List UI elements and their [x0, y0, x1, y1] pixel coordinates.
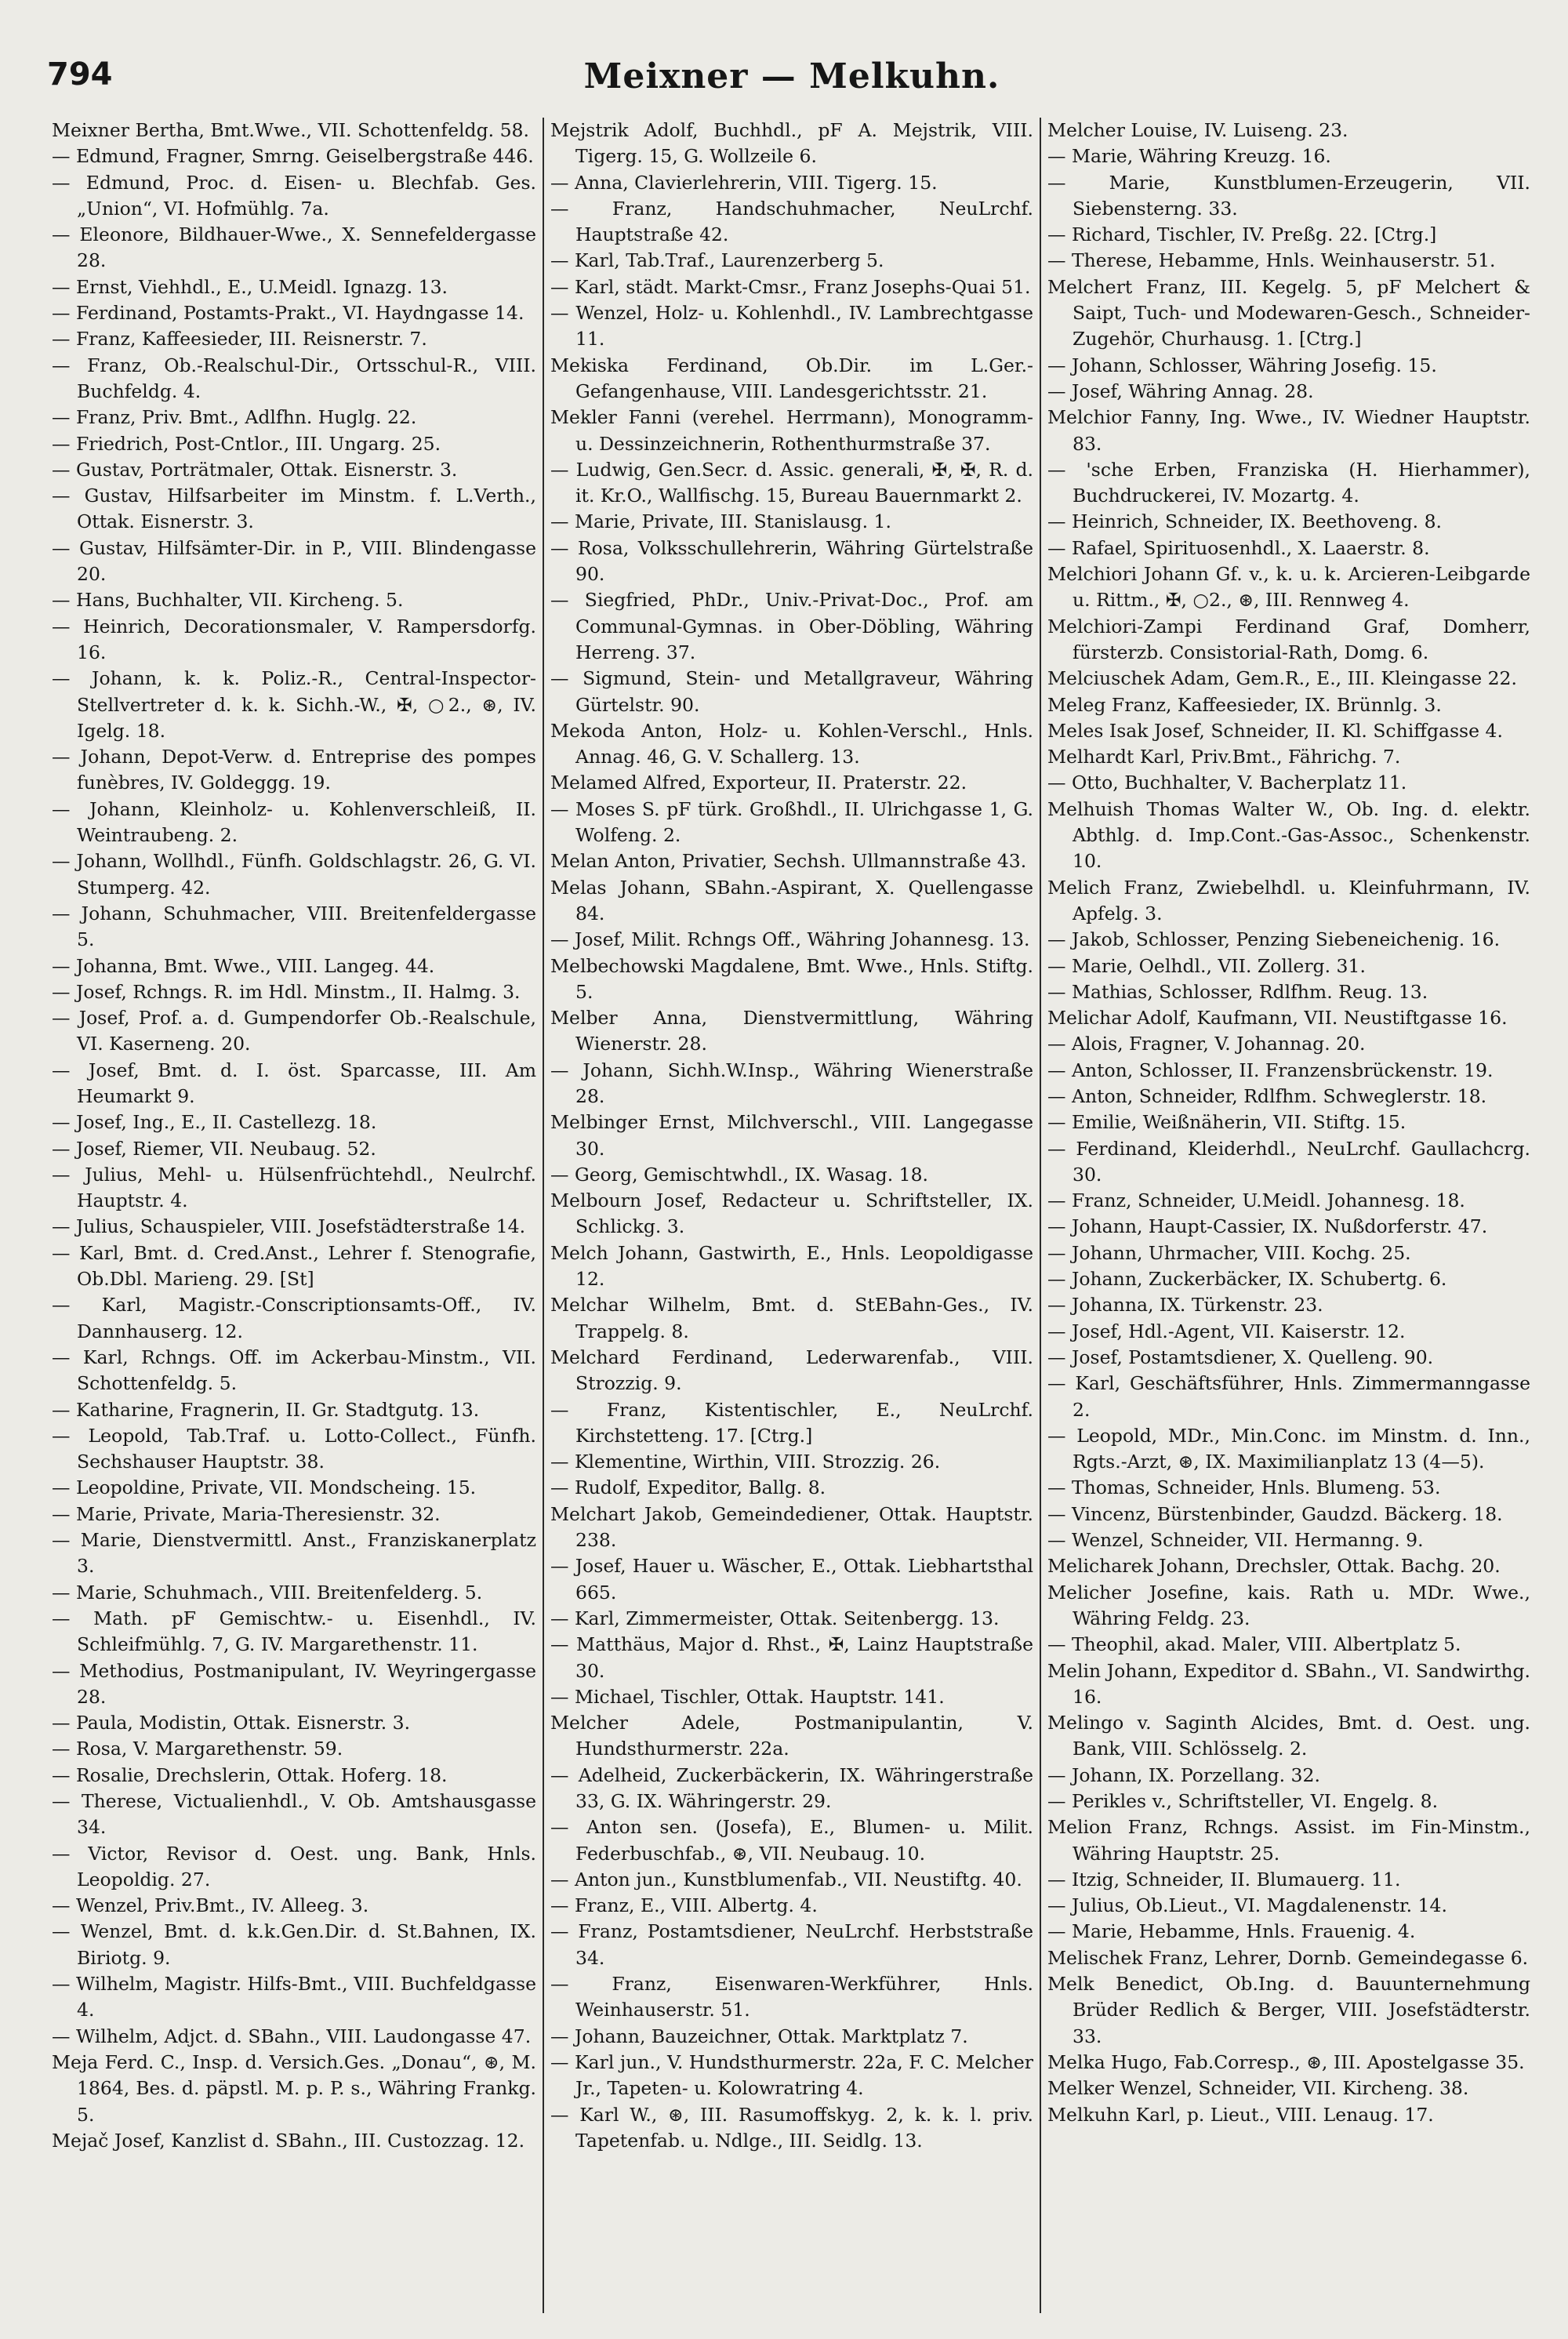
directory-entry: — Josef, Riemer, VII. Neubaug. 52. — [52, 1137, 376, 1160]
directory-entry: Melichar Adolf, Kaufmann, VII. Neustiftgasse 16. — [1047, 1007, 1508, 1030]
directory-entry: Melicher Josefine, kais. Rath u. MDr. Wwe., Währing Feldg. 23. — [1047, 1581, 1530, 1629]
directory-entry: — Wilhelm, Adjct. d. SBahn., VIII. Laudongasse 47. — [52, 2025, 532, 2047]
directory-entry: — Edmund, Proc. d. Eisen- u. Blechfab. Ges. „Union“, VI. Hofmühlg. 7a. — [52, 171, 536, 220]
directory-entry: — Anton, Schlosser, II. Franzensbrückenstr. 19. — [1047, 1059, 1494, 1081]
directory-entry: — Itzig, Schneider, II. Blumauerg. 11. — [1047, 1868, 1401, 1890]
directory-entry: — Wenzel, Priv.Bmt., IV. Alleeg. 3. — [52, 1894, 369, 1917]
directory-entry: Melich Franz, Zwiebelhdl. u. Kleinfuhrmann, IV. Apfelg. 3. — [1047, 876, 1530, 924]
directory-entry: — Eleonore, Bildhauer-Wwe., X. Sennefeldergasse 28. — [52, 223, 536, 272]
directory-entry: — Johann, Uhrmacher, VIII. Kochg. 25. — [1047, 1241, 1411, 1264]
directory-entry: Mekoda Anton, Holz- u. Kohlen-Verschl., Hnls. Annag. 46, G. V. Schallerg. 13. — [550, 719, 1033, 768]
directory-entry: — Josef, Bmt. d. I. öst. Sparcasse, III. Am Heumarkt 9. — [52, 1059, 536, 1107]
directory-entry: — Marie, Währing Kreuzg. 16. — [1047, 145, 1331, 168]
directory-entry: — Marie, Oelhdl., VII. Zollerg. 31. — [1047, 954, 1366, 977]
directory-entry: — Johann, Kleinholz- u. Kohlenverschleiß, II. Weintraubeng. 2. — [52, 797, 536, 847]
directory-entry: — Sigmund, Stein- und Metallgraveur, Währing Gürtelstr. 90. — [550, 667, 1033, 716]
directory-entry: — Josef, Milit. Rchngs Off., Währing Johannesg. 13. — [550, 928, 1030, 951]
directory-entry: — Karl, Zimmermeister, Ottak. Seitenbergg. 13. — [550, 1607, 1000, 1629]
directory-entry: — Rafael, Spirituosenhdl., X. Laaerstr. 8. — [1047, 536, 1430, 559]
directory-entry: — Thomas, Schneider, Hnls. Blumeng. 53. — [1047, 1476, 1441, 1499]
directory-entry: Melchar Wilhelm, Bmt. d. StEBahn-Ges., IV. Trappelg. 8. — [550, 1294, 1033, 1342]
directory-entry: — Friedrich, Post-Cntlor., III. Ungarg. 25. — [52, 432, 441, 455]
directory-entry: Mejstrik Adolf, Buchhdl., pF A. Mejstrik, VIII. Tigerg. 15, G. Wollzeile 6. — [550, 119, 1033, 168]
directory-entry: — Franz, E., VIII. Albertg. 4. — [550, 1894, 818, 1917]
directory-entry: Melhardt Karl, Priv.Bmt., Fährichg. 7. — [1047, 746, 1401, 768]
entry-columns — [45, 118, 1537, 2313]
directory-entry: — Leopold, Tab.Traf. u. Lotto-Collect., Fünfh. Sechshauser Hauptstr. 38. — [52, 1424, 536, 1473]
directory-entry: — Ernst, Viehhdl., E., U.Meidl. Ignazg. 13. — [52, 275, 448, 298]
directory-entry: — Johann, Depot-Verw. d. Entreprise des pompes funèbres, IV. Goldeggg. 19. — [52, 746, 536, 794]
directory-entry: — Matthäus, Major d. Rhst., ✠, Lainz Hauptstraße 30. — [550, 1633, 1033, 1682]
directory-entry: — Franz, Postamtsdiener, NeuLrchf. Herbststraße 34. — [550, 1920, 1033, 1969]
directory-entry: Melk Benedict, Ob.Ing. d. Bauunternehmung Brüder Redlich & Berger, VIII. Josefstädterstr. 33. — [1047, 1973, 1530, 2047]
directory-entry: — Michael, Tischler, Ottak. Hauptstr. 141. — [550, 1685, 945, 1708]
directory-entry: Melbourn Josef, Redacteur u. Schriftsteller, IX. Schlickg. 3. — [550, 1189, 1033, 1238]
directory-entry: — Josef, Prof. a. d. Gumpendorfer Ob.-Realschule, VI. Kaserneng. 20. — [52, 1007, 536, 1055]
directory-entry: Melka Hugo, Fab.Corresp., ⊛, III. Apostelgasse 35. — [1047, 2050, 1525, 2073]
directory-entry: — Josef, Hdl.-Agent, VII. Kaiserstr. 12. — [1047, 1320, 1406, 1342]
directory-entry: — Rosa, V. Margarethenstr. 59. — [52, 1738, 343, 1760]
directory-entry: Melber Anna, Dienstvermittlung, Währing Wienerstr. 28. — [550, 1007, 1033, 1055]
directory-entry: Melicharek Johann, Drechsler, Ottak. Bachg. 20. — [1047, 1555, 1501, 1578]
directory-entry: — Johanna, Bmt. Wwe., VIII. Langeg. 44. — [52, 954, 435, 977]
directory-entry: — Georg, Gemischtwhdl., IX. Wasag. 18. — [550, 1163, 929, 1186]
directory-entry: — Franz, Priv. Bmt., Adlfhn. Huglg. 22. — [52, 406, 417, 429]
directory-entry: — Emilie, Weißnäherin, VII. Stiftg. 15. — [1047, 1111, 1406, 1134]
directory-entry: — Paula, Modistin, Ottak. Eisnerstr. 3. — [52, 1712, 411, 1734]
directory-entry: — Hans, Buchhalter, VII. Kircheng. 5. — [52, 589, 404, 612]
directory-entry: — Karl, Geschäftsführer, Hnls. Zimmermanngasse 2. — [1047, 1372, 1530, 1421]
directory-entry: — Ludwig, Gen.Secr. d. Assic. generali, ✠, ✠, R. d. it. Kr.O., Wallfischg. 15, Bureau Bauernmarkt 2. — [550, 458, 1033, 507]
directory-entry: Melas Johann, SBahn.-Aspirant, X. Quellengasse 84. — [550, 876, 1033, 924]
directory-entry: Melchard Ferdinand, Lederwarenfab., VIII. Strozzig. 9. — [550, 1346, 1033, 1395]
directory-entry: — Johann, Wollhdl., Fünfh. Goldschlagstr. 26, G. VI. Stumperg. 42. — [52, 850, 536, 899]
directory-entry: Mekler Fanni (verehel. Herrmann), Monogramm- u. Dessinzeichnerin, Rothenthurmstraße 37. — [550, 406, 1033, 455]
directory-entry: — 'sche Erben, Franziska (H. Hierhammer), Buchdruckerei, IV. Mozartg. 4. — [1047, 458, 1530, 507]
directory-entry: — Wilhelm, Magistr. Hilfs-Bmt., VIII. Buchfeldgasse 4. — [52, 1973, 536, 2021]
directory-entry: Melker Wenzel, Schneider, VII. Kircheng. 38. — [1047, 2077, 1469, 2100]
directory-entry: — Johann, Zuckerbäcker, IX. Schubertg. 6. — [1047, 1268, 1447, 1291]
directory-entry: — Wenzel, Schneider, VII. Hermanng. 9. — [1047, 1529, 1424, 1552]
directory-entry: Melan Anton, Privatier, Sechsh. Ullmannstraße 43. — [550, 850, 1027, 873]
directory-entry: Melchiori-Zampi Ferdinand Graf, Domherr, fürsterzb. Consistorial-Rath, Domg. 6. — [1047, 615, 1530, 663]
directory-entry: Melciuschek Adam, Gem.R., E., III. Kleingasse 22. — [1047, 667, 1517, 690]
directory-entry: Melingo v. Saginth Alcides, Bmt. d. Oest. ung. Bank, VIII. Schlösselg. 2. — [1047, 1712, 1530, 1760]
directory-entry: — Karl jun., V. Hundsthurmerstr. 22a, F. C. Melcher Jr., Tapeten- u. Kolowratring 4. — [550, 2050, 1033, 2100]
directory-entry: — Perikles v., Schriftsteller, VI. Engelg. 8. — [1047, 1790, 1439, 1812]
directory-entry: — Mathias, Schlosser, Rdlfhm. Reug. 13. — [1047, 980, 1428, 1003]
directory-entry: — Gustav, Porträtmaler, Ottak. Eisnerstr. 3. — [52, 458, 458, 481]
directory-entry: — Franz, Eisenwaren-Werkführer, Hnls. Weinhauserstr. 51. — [550, 1973, 1033, 2021]
directory-entry: — Wenzel, Bmt. d. k.k.Gen.Dir. d. St.Bahnen, IX. Biriotg. 9. — [52, 1920, 536, 1969]
directory-entry: — Anna, Clavierlehrerin, VIII. Tigerg. 15. — [550, 171, 938, 194]
directory-entry: — Heinrich, Schneider, IX. Beethoveng. 8. — [1047, 510, 1442, 533]
directory-entry: — Marie, Hebamme, Hnls. Frauenig. 4. — [1047, 1920, 1416, 1943]
directory-entry: Meja Ferd. C., Insp. d. Versich.Ges. „Donau“, ⊛, M. 1864, Bes. d. päpstl. M. p. P. s., Währing Frankg. 5. — [52, 2050, 536, 2126]
directory-entry: — Leopold, MDr., Min.Conc. im Minstm. d. Inn., Rgts.-Arzt, ⊛, IX. Maximilianplatz 13 (4—5). — [1047, 1424, 1530, 1473]
directory-entry: Melion Franz, Rchngs. Assist. im Fin-Minstm., Währing Hauptstr. 25. — [1047, 1816, 1530, 1865]
directory-entry: — Therese, Hebamme, Hnls. Weinhauserstr. 51. — [1047, 249, 1496, 272]
directory-entry: — Wenzel, Holz- u. Kohlenhdl., IV. Lambrechtgasse 11. — [550, 302, 1033, 350]
directory-entry: — Marie, Private, Maria-Theresienstr. 32. — [52, 1502, 441, 1525]
directory-entry: — Karl, Magistr.-Conscriptionsamts-Off., IV. Dannhauserg. 12. — [52, 1294, 536, 1342]
directory-entry: — Johann, Haupt-Cassier, IX. Nußdorferstr. 47. — [1047, 1215, 1488, 1238]
directory-entry: — Julius, Ob.Lieut., VI. Magdalenenstr. 14. — [1047, 1894, 1447, 1917]
directory-entry: — Josef, Hauer u. Wäscher, E., Ottak. Liebhartsthal 665. — [550, 1555, 1033, 1604]
directory-entry: Melischek Franz, Lehrer, Dornb. Gemeindegasse 6. — [1047, 1946, 1529, 1969]
directory-entry: — Richard, Tischler, IV. Preßg. 22. [Ctrg.] — [1047, 223, 1437, 246]
directory-entry: — Methodius, Postmanipulant, IV. Weyringergasse 28. — [52, 1659, 536, 1708]
directory-entry: — Gustav, Hilfsarbeiter im Minstm. f. L.Verth., Ottak. Eisnerstr. 3. — [52, 485, 536, 533]
directory-entry: Melamed Alfred, Exporteur, II. Praterstr. 22. — [550, 772, 967, 794]
directory-entry: — Johann, k. k. Poliz.-R., Central-Inspector-Stellvertreter d. k. k. Sichh.-W., ✠, ○2., ⊛, IV. Igelg. 18. — [52, 667, 536, 742]
directory-entry: Melin Johann, Expeditor d. SBahn., VI. Sandwirthg. 16. — [1047, 1659, 1530, 1708]
directory-entry: — Rudolf, Expeditor, Ballg. 8. — [550, 1476, 826, 1499]
directory-entry: — Otto, Buchhalter, V. Bacherplatz 11. — [1047, 772, 1407, 794]
column-left — [45, 118, 543, 2313]
directory-entry: — Johann, Schuhmacher, VIII. Breitenfeldergasse 5. — [52, 902, 536, 951]
directory-entry: — Johann, Bauzeichner, Ottak. Marktplatz 7. — [550, 2025, 968, 2047]
directory-entry: — Ferdinand, Postamts-Prakt., VI. Haydngasse 14. — [52, 302, 524, 325]
directory-entry: — Franz, Kistentischler, E., NeuLrchf. Kirchstetteng. 17. [Ctrg.] — [550, 1398, 1033, 1447]
directory-entry: — Rosalie, Drechslerin, Ottak. Hoferg. 18. — [52, 1763, 448, 1786]
directory-entry: — Edmund, Fragner, Smrng. Geiselbergstraße 446. — [52, 145, 534, 168]
directory-entry: — Franz, Ob.-Realschul-Dir., Ortsschul-R., VIII. Buchfeldg. 4. — [52, 354, 536, 402]
directory-entry: — Therese, Victualienhdl., V. Ob. Amtshausgasse 34. — [52, 1790, 536, 1839]
directory-entry: — Jakob, Schlosser, Penzing Siebeneichenig. 16. — [1047, 928, 1501, 951]
directory-entry: Meleg Franz, Kaffeesieder, IX. Brünnlg. 3. — [1047, 693, 1442, 716]
directory-entry: — Karl W., ⊛, III. Rasumoffskyg. 2, k. k. l. priv. Tapetenfab. u. Ndlge., III. Seidlg. 13. — [550, 2103, 1033, 2152]
directory-entry: Melchiori Johann Gf. v., k. u. k. Arcieren-Leibgarde u. Rittm., ✠, ○2., ⊛, III. Rennweg 4. — [1047, 563, 1530, 612]
directory-entry: — Marie, Dienstvermittl. Anst., Franziskanerplatz 3. — [52, 1529, 536, 1578]
directory-entry: — Klementine, Wirthin, VIII. Strozzig. 26. — [550, 1451, 941, 1473]
directory-entry: — Karl, Bmt. d. Cred.Anst., Lehrer f. Stenografie, Ob.Dbl. Marieng. 29. [St] — [52, 1241, 536, 1291]
directory-entry: Melcher Louise, IV. Luiseng. 23. — [1047, 119, 1348, 141]
directory-entry: — Josef, Postamtsdiener, X. Quelleng. 90. — [1047, 1346, 1434, 1368]
directory-entry: — Rosa, Volksschullehrerin, Währing Gürtelstraße 90. — [550, 536, 1033, 586]
directory-entry: — Leopoldine, Private, VII. Mondscheing. 15. — [52, 1476, 477, 1499]
directory-entry: Mekiska Ferdinand, Ob.Dir. im L.Ger.-Gefangenhause, VIII. Landesgerichtsstr. 21. — [550, 354, 1033, 402]
directory-entry: — Franz, Kaffeesieder, III. Reisnerstr. 7. — [52, 328, 427, 350]
directory-entry: — Anton jun., Kunstblumenfab., VII. Neustiftg. 40. — [550, 1868, 1022, 1890]
directory-entry: — Math. pF Gemischtw.- u. Eisenhdl., IV. Schleifmühlg. 7, G. IV. Margarethenstr. 11. — [52, 1607, 536, 1656]
directory-entry: — Johann, Sichh.W.Insp., Währing Wienerstraße 28. — [550, 1059, 1033, 1107]
directory-entry: — Marie, Private, III. Stanislausg. 1. — [550, 510, 891, 533]
directory-entry: Melhuish Thomas Walter W., Ob. Ing. d. elektr. Abthlg. d. Imp.Cont.-Gas-Assoc., Schenkenstr. 10. — [1047, 797, 1530, 873]
column-right — [1040, 118, 1537, 2313]
directory-entry: — Johann, Schlosser, Währing Josefig. 15. — [1047, 354, 1437, 376]
directory-entry: Mejač Josef, Kanzlist d. SBahn., III. Custozzag. 12. — [52, 2129, 525, 2152]
directory-entry: — Julius, Mehl- u. Hülsenfrüchtehdl., Neulrchf. Hauptstr. 4. — [52, 1163, 536, 1212]
directory-entry: — Gustav, Hilfsämter-Dir. in P., VIII. Blindengasse 20. — [52, 536, 536, 586]
directory-entry: Melch Johann, Gastwirth, E., Hnls. Leopoldigasse 12. — [550, 1241, 1033, 1291]
directory-entry: Melbechowski Magdalene, Bmt. Wwe., Hnls. Stiftg. 5. — [550, 954, 1033, 1003]
directory-entry: — Karl, Rchngs. Off. im Ackerbau-Minstm., VII. Schottenfeldg. 5. — [52, 1346, 536, 1395]
directory-entry: — Josef, Rchngs. R. im Hdl. Minstm., II. Halmg. 3. — [52, 980, 521, 1003]
page-number: 794 — [47, 56, 113, 93]
directory-entry: — Franz, Schneider, U.Meidl. Johannesg. 18. — [1047, 1189, 1465, 1212]
directory-entry: — Karl, Tab.Traf., Laurenzerberg 5. — [550, 249, 884, 272]
directory-entry: Melcher Adele, Postmanipulantin, V. Hundsthurmerstr. 22a. — [550, 1712, 1033, 1760]
directory-entry: — Theophil, akad. Maler, VIII. Albertplatz 5. — [1047, 1633, 1461, 1656]
page-header — [47, 56, 1537, 104]
directory-entry: Melchior Fanny, Ing. Wwe., IV. Wiedner Hauptstr. 83. — [1047, 406, 1530, 455]
directory-entry: — Katharine, Fragnerin, II. Gr. Stadtgutg. 13. — [52, 1398, 480, 1421]
directory-entry: — Johanna, IX. Türkenstr. 23. — [1047, 1294, 1323, 1317]
directory-entry: — Johann, IX. Porzellang. 32. — [1047, 1763, 1320, 1786]
directory-entry: Meles Isak Josef, Schneider, II. Kl. Schiffgasse 4. — [1047, 719, 1503, 742]
directory-entry: Melchert Franz, III. Kegelg. 5, pF Melchert & Saipt, Tuch- und Modewaren-Gesch., Schneider-Zugehör, Churhausg. 1. [Ctrg.] — [1047, 275, 1530, 350]
directory-entry: — Alois, Fragner, V. Johannag. 20. — [1047, 1033, 1366, 1055]
directory-entry: Meixner Bertha, Bmt.Wwe., VII. Schottenfeldg. 58. — [52, 119, 529, 141]
directory-entry: Melkuhn Karl, p. Lieut., VIII. Lenaug. 17. — [1047, 2103, 1434, 2126]
directory-entry: Melchart Jakob, Gemeindediener, Ottak. Hauptstr. 238. — [550, 1502, 1033, 1552]
running-head: Meixner — Melkuhn. — [583, 56, 1000, 96]
directory-entry: — Vincenz, Bürstenbinder, Gaudzd. Bäckerg. 18. — [1047, 1502, 1503, 1525]
directory-entry: — Siegfried, PhDr., Univ.-Privat-Doc., Prof. am Communal-Gymnas. in Ober-Döbling, Währing Herreng. 37. — [550, 589, 1033, 663]
directory-entry: — Marie, Kunstblumen-Erzeugerin, VII. Siebensterng. 33. — [1047, 171, 1530, 220]
directory-entry: — Anton sen. (Josefa), E., Blumen- u. Milit. Federbuschfab., ⊛, VII. Neubaug. 10. — [550, 1816, 1033, 1865]
directory-entry: — Josef, Ing., E., II. Castellezg. 18. — [52, 1111, 377, 1134]
directory-entry: — Josef, Währing Annag. 28. — [1047, 380, 1314, 402]
directory-entry: — Moses S. pF türk. Großhdl., II. Ulrichgasse 1, G. Wolfeng. 2. — [550, 797, 1033, 847]
column-middle — [543, 118, 1040, 2313]
directory-entry: — Franz, Handschuhmacher, NeuLrchf. Hauptstraße 42. — [550, 197, 1033, 246]
directory-entry: — Marie, Schuhmach., VIII. Breitenfelderg. 5. — [52, 1581, 483, 1604]
directory-entry: — Victor, Revisor d. Oest. ung. Bank, Hnls. Leopoldig. 27. — [52, 1842, 536, 1890]
directory-entry: — Adelheid, Zuckerbäckerin, IX. Währingerstraße 33, G. IX. Währingerstr. 29. — [550, 1763, 1033, 1812]
directory-entry: — Heinrich, Decorationsmaler, V. Rampersdorfg. 16. — [52, 615, 536, 663]
directory-entry: Melbinger Ernst, Milchverschl., VIII. Langegasse 30. — [550, 1111, 1033, 1160]
directory-entry: — Ferdinand, Kleiderhdl., NeuLrchf. Gaullachcrg. 30. — [1047, 1137, 1530, 1186]
directory-entry: — Anton, Schneider, Rdlfhm. Schweglerstr. 18. — [1047, 1084, 1487, 1107]
directory-entry: — Karl, städt. Markt-Cmsr., Franz Josephs-Quai 51. — [550, 275, 1031, 298]
directory-entry: — Julius, Schauspieler, VIII. Josefstädterstraße 14. — [52, 1215, 526, 1238]
